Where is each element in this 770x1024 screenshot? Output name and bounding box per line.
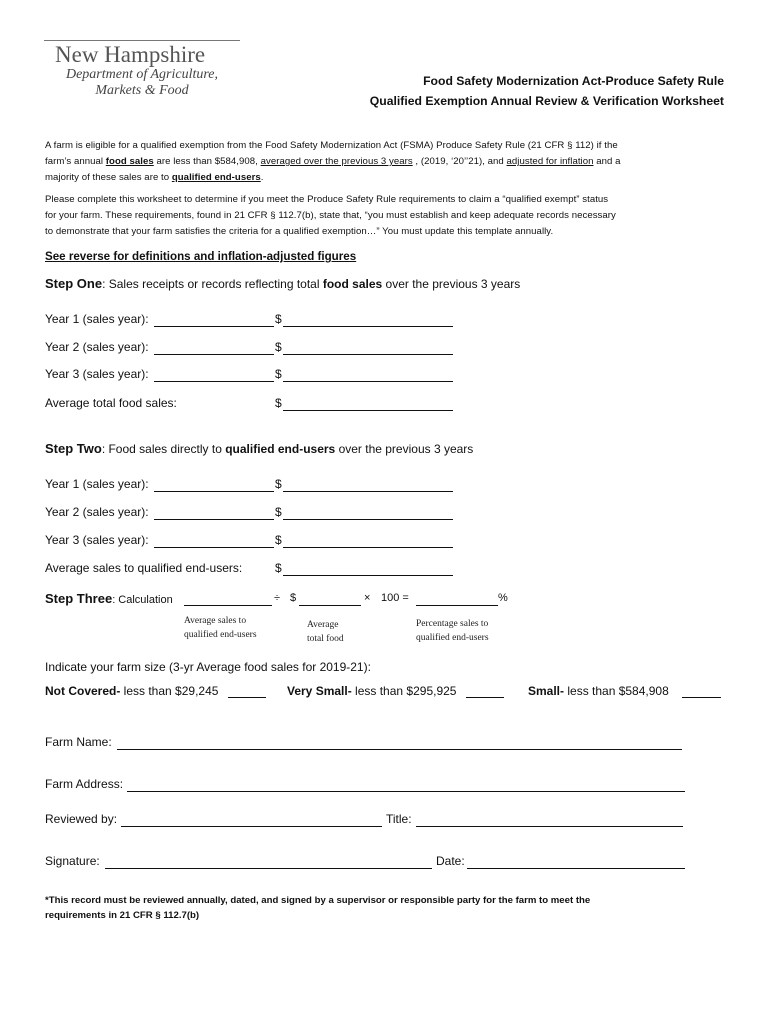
very-small-label: Very Small- xyxy=(287,684,352,698)
reviewed-by-label: Reviewed by: xyxy=(45,812,118,826)
step1-year2-amount-field[interactable] xyxy=(283,354,453,355)
percent-sign: % xyxy=(498,592,508,604)
intro-text: . xyxy=(260,172,264,183)
step-three-text: : Calculation xyxy=(112,594,173,606)
farm-name-field[interactable] xyxy=(117,749,682,750)
date-field[interactable] xyxy=(467,868,685,869)
step1-year1-label: Year 1 (sales year): xyxy=(45,312,149,326)
instructions-line-2: for your farm. These requirements, found in 21 CFR § 112.7(b), state that, “you must establish and keep adequate records necessary xyxy=(45,210,616,221)
not-covered-check-field[interactable] xyxy=(228,697,266,698)
instructions-line-3: to demonstrate that your farm satisfies the criteria for a qualified exemption…” You must update this template annually. xyxy=(45,226,554,237)
step-three-label: Step Three xyxy=(45,591,113,606)
step-three-heading xyxy=(45,591,173,606)
caption-average-total xyxy=(307,618,344,646)
step1-average-label: Average total food sales: xyxy=(45,396,177,410)
intro-text: are less than $584,908, xyxy=(153,156,261,167)
multiply-sign: × xyxy=(364,592,371,604)
step1-average-amount-field[interactable] xyxy=(283,410,453,411)
signature-field[interactable] xyxy=(105,868,432,869)
step2-year3-amount-field[interactable] xyxy=(283,547,453,548)
step2-year2-amount-field[interactable] xyxy=(283,519,453,520)
intro-line-3 xyxy=(45,170,735,186)
step3-percentage-field[interactable] xyxy=(416,605,498,606)
dollar-sign: $ xyxy=(275,505,282,519)
logo-markets-line: Markets & Food xyxy=(95,83,189,98)
small-label: Small- xyxy=(528,684,565,698)
small-text: less than $584,908 xyxy=(564,684,669,698)
dollar-sign: $ xyxy=(275,561,282,575)
dollar-sign: $ xyxy=(275,340,282,354)
intro-line-1: A farm is eligible for a qualified exemption from the Food Safety Modernization Act (FSMA) Produce Safety Rule (21 CFR § 112) if the xyxy=(45,140,618,151)
step1-year1-field[interactable] xyxy=(154,326,274,327)
farm-address-label: Farm Address: xyxy=(45,777,124,791)
step2-average-amount-field[interactable] xyxy=(283,575,453,576)
small-option xyxy=(528,684,669,698)
footer-note-line-1: *This record must be reviewed annually, dated, and signed by a supervisor or responsible party for the farm to meet the xyxy=(45,895,591,906)
instructions-paragraph xyxy=(45,192,735,240)
instructions-line-1: Please complete this worksheet to determine if you meet the Produce Safety Rule requirements to claim a “qualified exempt” status xyxy=(45,194,609,205)
step1-year1-amount-field[interactable] xyxy=(283,326,453,327)
step2-year3-label: Year 3 (sales year): xyxy=(45,533,149,547)
title-label: Title: xyxy=(386,812,412,826)
step2-year1-label: Year 1 (sales year): xyxy=(45,477,149,491)
intro-text: and a xyxy=(593,156,621,167)
step2-year1-field[interactable] xyxy=(154,491,274,492)
nh-department-logo xyxy=(44,40,240,99)
caption-line: Percentage sales to xyxy=(416,619,489,629)
footer-note xyxy=(45,893,590,923)
not-covered-label: Not Covered- xyxy=(45,684,121,698)
step-one-heading xyxy=(45,276,520,291)
very-small-text: less than $295,925 xyxy=(351,684,457,698)
dollar-sign: $ xyxy=(275,367,282,381)
signature-label: Signature: xyxy=(45,854,100,868)
step2-year2-label: Year 2 (sales year): xyxy=(45,505,149,519)
averaged-term: averaged over the previous 3 years xyxy=(260,156,413,167)
dollar-sign: $ xyxy=(275,533,282,547)
caption-line: Average xyxy=(307,620,339,630)
farm-address-field[interactable] xyxy=(127,791,685,792)
dollar-sign: $ xyxy=(290,592,297,604)
caption-line: qualified end-users xyxy=(416,633,489,643)
step3-total-food-field[interactable] xyxy=(299,605,361,606)
not-covered-option xyxy=(45,684,218,698)
logo-rule xyxy=(44,40,240,41)
logo-department-line: Department of Agriculture, xyxy=(65,67,219,82)
step1-year3-label: Year 3 (sales year): xyxy=(45,367,149,381)
intro-text: , (2019, ‘20’’21), and xyxy=(412,156,507,167)
step-two-bold: qualified end-users xyxy=(225,442,336,456)
hundred-equals: 100 = xyxy=(381,592,409,604)
very-small-check-field[interactable] xyxy=(466,697,504,698)
step-two-label: Step Two xyxy=(45,441,102,456)
step-one-label: Step One xyxy=(45,276,103,291)
step2-average-label: Average sales to qualified end-users: xyxy=(45,561,243,575)
step2-year1-amount-field[interactable] xyxy=(283,491,453,492)
farm-size-prompt: Indicate your farm size (3-yr Average food sales for 2019-21): xyxy=(45,660,371,674)
see-reverse-note: See reverse for definitions and inflation-adjusted figures xyxy=(45,250,357,263)
step-two-heading xyxy=(45,441,473,456)
caption-line: qualified end-users xyxy=(184,630,257,640)
dollar-sign: $ xyxy=(275,477,282,491)
caption-line: Average sales to xyxy=(184,616,247,626)
step1-year2-field[interactable] xyxy=(154,354,274,355)
step-one-bold: food sales xyxy=(322,277,383,291)
caption-line: total food xyxy=(307,634,344,644)
step3-qeu-sales-field[interactable] xyxy=(184,605,272,606)
caption-qeu-sales xyxy=(184,614,257,642)
step-one-text: over the previous 3 years xyxy=(382,277,521,291)
step1-year2-label: Year 2 (sales year): xyxy=(45,340,149,354)
step-one-text: : Sales receipts or records reflecting total xyxy=(102,277,323,291)
intro-text: majority of these sales are to xyxy=(45,172,172,183)
very-small-option xyxy=(287,684,456,698)
step-two-text: over the previous 3 years xyxy=(335,442,474,456)
doc-title-line1: Food Safety Modernization Act-Produce Safety Rule xyxy=(423,74,724,88)
title-field[interactable] xyxy=(416,826,683,827)
reviewed-by-field[interactable] xyxy=(121,826,382,827)
divide-sign: ÷ xyxy=(274,592,281,604)
intro-text: farm’s annual xyxy=(45,156,106,167)
footer-note-line-2: requirements in 21 CFR § 112.7(b) xyxy=(45,910,200,921)
step2-year3-field[interactable] xyxy=(154,547,274,548)
not-covered-text: less than $29,245 xyxy=(120,684,219,698)
date-label: Date: xyxy=(436,854,465,868)
inflation-term: adjusted for inflation xyxy=(506,156,594,167)
caption-percentage xyxy=(416,617,489,645)
step1-year3-amount-field[interactable] xyxy=(283,381,453,382)
qualified-end-users-term: qualified end-users xyxy=(171,172,261,183)
food-sales-term: food sales xyxy=(105,156,154,167)
step2-year2-field[interactable] xyxy=(154,519,274,520)
dollar-sign: $ xyxy=(275,312,282,326)
farm-name-label: Farm Name: xyxy=(45,735,112,749)
step-two-text: : Food sales directly to xyxy=(101,442,226,456)
small-check-field[interactable] xyxy=(682,697,721,698)
logo-state-name: New Hampshire xyxy=(55,42,206,67)
intro-line-2 xyxy=(45,154,735,170)
step1-year3-field[interactable] xyxy=(154,381,274,382)
dollar-sign: $ xyxy=(275,396,282,410)
intro-paragraph xyxy=(45,138,735,186)
doc-title-line2: Qualified Exemption Annual Review & Verification Worksheet xyxy=(369,94,724,108)
